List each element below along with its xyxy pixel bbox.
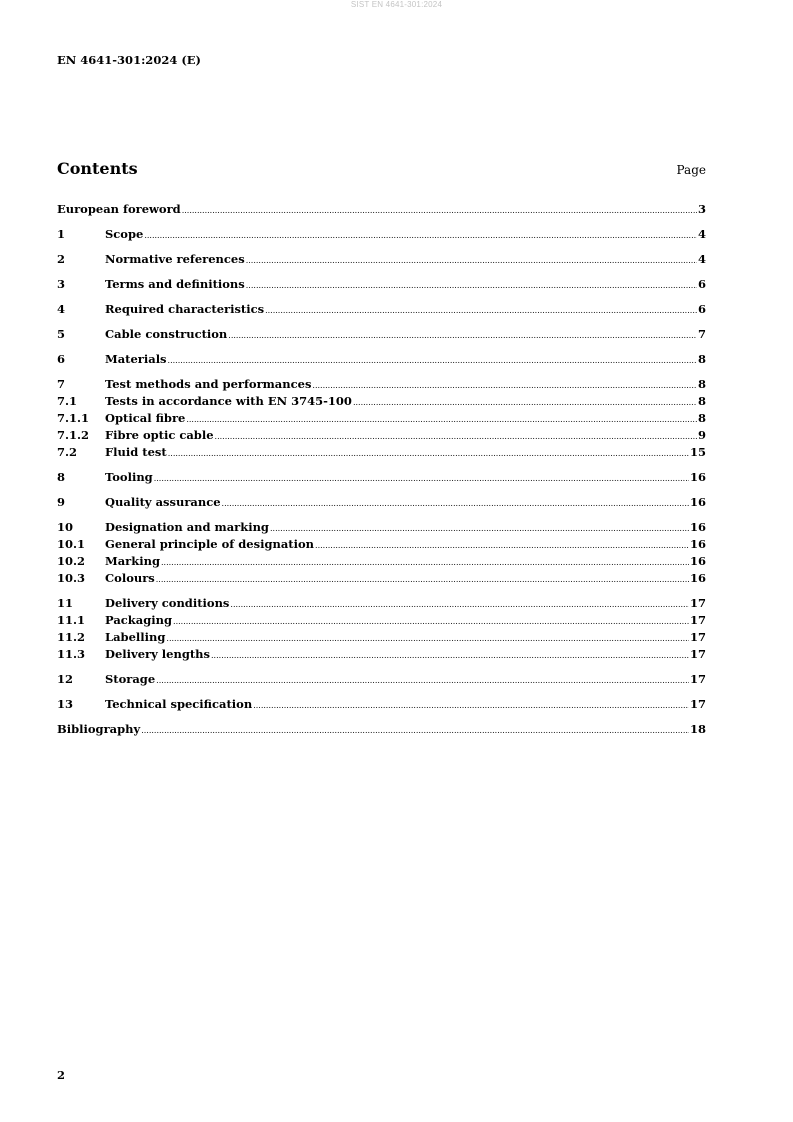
page-number: 2 [57, 1068, 66, 1082]
toc-entry[interactable] [57, 696, 706, 713]
toc-entry[interactable] [57, 519, 706, 536]
toc-entry-number: 7.1 [57, 394, 78, 408]
toc-entry[interactable] [57, 351, 706, 368]
toc-entry[interactable] [57, 553, 706, 570]
page-column-label: Page [676, 163, 706, 177]
toc-entry-page: 8 [697, 411, 706, 425]
toc-entry-title: Colours [105, 571, 155, 585]
toc-dot-leader [156, 672, 689, 689]
toc-dot-leader [144, 227, 697, 244]
toc-entry[interactable] [57, 226, 706, 243]
toc-dot-leader [265, 302, 697, 319]
toc-entry-number: 12 [57, 672, 74, 686]
toc-entry-number: 4 [57, 302, 66, 316]
toc-entry[interactable] [57, 326, 706, 343]
toc-entry-number: 10.3 [57, 571, 86, 585]
toc-entry-page: 16 [689, 537, 706, 551]
toc-entry-title: Delivery conditions [105, 596, 230, 610]
toc-entry-page: 16 [689, 571, 706, 585]
toc-entry[interactable] [57, 721, 706, 738]
toc-entry-title: Designation and marking [105, 520, 269, 534]
toc-dot-leader [141, 722, 689, 739]
toc-entry-page: 6 [697, 277, 706, 291]
toc-entry[interactable] [57, 469, 706, 486]
toc-dot-leader [215, 428, 697, 445]
contents-heading: Contents [57, 159, 138, 178]
toc-dot-leader [168, 352, 697, 369]
toc-entry-title: Delivery lengths [105, 647, 211, 661]
toc-entry-page: 15 [689, 445, 706, 459]
toc-entry-title: Technical specification [105, 697, 253, 711]
toc-entry-page: 16 [689, 495, 706, 509]
toc-entry-number: 11 [57, 596, 74, 610]
toc-entry-page: 4 [697, 227, 706, 241]
toc-entry-page: 6 [697, 302, 706, 316]
toc-entry[interactable] [57, 536, 706, 553]
toc-entry-title: Fibre optic cable [105, 428, 214, 442]
toc-entry-title: General principle of designation [105, 537, 315, 551]
toc-dot-leader [156, 571, 689, 588]
toc-entry-page: 7 [697, 327, 706, 341]
toc-entry[interactable] [57, 201, 706, 218]
toc-entry[interactable] [57, 671, 706, 688]
toc-entry-page: 17 [689, 672, 706, 686]
toc-entry-number: 13 [57, 697, 74, 711]
toc-entry-title: Packaging [105, 613, 173, 627]
toc-entry-page: 17 [689, 647, 706, 661]
toc-entry-page: 17 [689, 630, 706, 644]
toc-entry-title: Tooling [105, 470, 153, 484]
toc-entry-number: 7 [57, 377, 66, 391]
toc-entry-page: 3 [697, 202, 706, 216]
toc-dot-leader [230, 596, 689, 613]
toc-entry-number: 11.2 [57, 630, 86, 644]
toc-entry-number: 7.2 [57, 445, 78, 459]
toc-dot-leader [222, 495, 689, 512]
toc-entry-number: 7.1.2 [57, 428, 90, 442]
toc-entry[interactable] [57, 629, 706, 646]
toc-entry-page: 9 [697, 428, 706, 442]
document-identifier: EN 4641-301:2024 (E) [57, 53, 201, 67]
toc-entry[interactable] [57, 444, 706, 461]
toc-entry-number: 7.1.1 [57, 411, 90, 425]
toc-entry-number: 10 [57, 520, 74, 534]
toc-dot-leader [228, 327, 697, 344]
toc-entry-page: 17 [689, 697, 706, 711]
toc-entry-title: Normative references [105, 252, 245, 266]
toc-entry-title: Fluid test [105, 445, 167, 459]
toc-entry-title: Labelling [105, 630, 166, 644]
toc-entry-page: 17 [689, 596, 706, 610]
toc-entry-title: Tests in accordance with EN 3745-100 [105, 394, 352, 408]
watermark: SIST EN 4641-301:2024 [350, 0, 443, 9]
toc-entry-page: 8 [697, 352, 706, 366]
toc-entry-number: 8 [57, 470, 66, 484]
toc-dot-leader [312, 377, 697, 394]
toc-entry-title: Bibliography [57, 722, 141, 736]
toc-dot-leader [173, 613, 689, 630]
toc-dot-leader [168, 445, 689, 462]
toc-entry[interactable] [57, 393, 706, 410]
toc-entry-page: 17 [689, 613, 706, 627]
toc-entry-number: 3 [57, 277, 66, 291]
toc-entry-title: Scope [105, 227, 144, 241]
toc-entry-number: 6 [57, 352, 66, 366]
toc-dot-leader [182, 202, 697, 219]
toc-dot-leader [315, 537, 689, 554]
toc-entry-number: 10.1 [57, 537, 86, 551]
toc-entry[interactable] [57, 410, 706, 427]
toc-entry-title: European foreword [57, 202, 181, 216]
toc-entry-title: Required characteristics [105, 302, 265, 316]
toc-entry-title: Materials [105, 352, 167, 366]
toc-entry[interactable] [57, 301, 706, 318]
toc-entry-title: Cable construction [105, 327, 228, 341]
toc-entry-number: 5 [57, 327, 66, 341]
toc-entry-title: Terms and definitions [105, 277, 245, 291]
toc-dot-leader [186, 411, 697, 428]
toc-entry-title: Marking [105, 554, 160, 568]
toc-entry[interactable] [57, 494, 706, 511]
toc-entry[interactable] [57, 427, 706, 444]
toc-entry[interactable] [57, 612, 706, 629]
toc-entry[interactable] [57, 570, 706, 587]
toc-entry-page: 16 [689, 554, 706, 568]
toc-entry-title: Storage [105, 672, 156, 686]
table-of-contents [57, 201, 706, 738]
toc-entry-title: Test methods and performances [105, 377, 312, 391]
toc-entry[interactable] [57, 276, 706, 293]
toc-dot-leader [166, 630, 689, 647]
toc-dot-leader [353, 394, 697, 411]
toc-entry-page: 8 [697, 377, 706, 391]
toc-entry[interactable] [57, 251, 706, 268]
toc-entry-page: 16 [689, 470, 706, 484]
toc-dot-leader [253, 697, 689, 714]
toc-dot-leader [246, 252, 697, 269]
toc-entry-page: 4 [697, 252, 706, 266]
toc-entry-page: 18 [689, 722, 706, 736]
toc-entry-page: 8 [697, 394, 706, 408]
toc-entry[interactable] [57, 376, 706, 393]
toc-entry-page: 16 [689, 520, 706, 534]
toc-entry[interactable] [57, 646, 706, 663]
toc-dot-leader [270, 520, 689, 537]
toc-dot-leader [211, 647, 689, 664]
toc-entry[interactable] [57, 595, 706, 612]
toc-entry-title: Quality assurance [105, 495, 221, 509]
toc-dot-leader [161, 554, 689, 571]
toc-entry-title: Optical fibre [105, 411, 186, 425]
toc-dot-leader [154, 470, 689, 487]
toc-entry-number: 10.2 [57, 554, 86, 568]
toc-entry-number: 1 [57, 227, 66, 241]
toc-entry-number: 11.1 [57, 613, 86, 627]
toc-dot-leader [246, 277, 697, 294]
toc-entry-number: 11.3 [57, 647, 86, 661]
toc-entry-number: 2 [57, 252, 66, 266]
toc-entry-number: 9 [57, 495, 66, 509]
